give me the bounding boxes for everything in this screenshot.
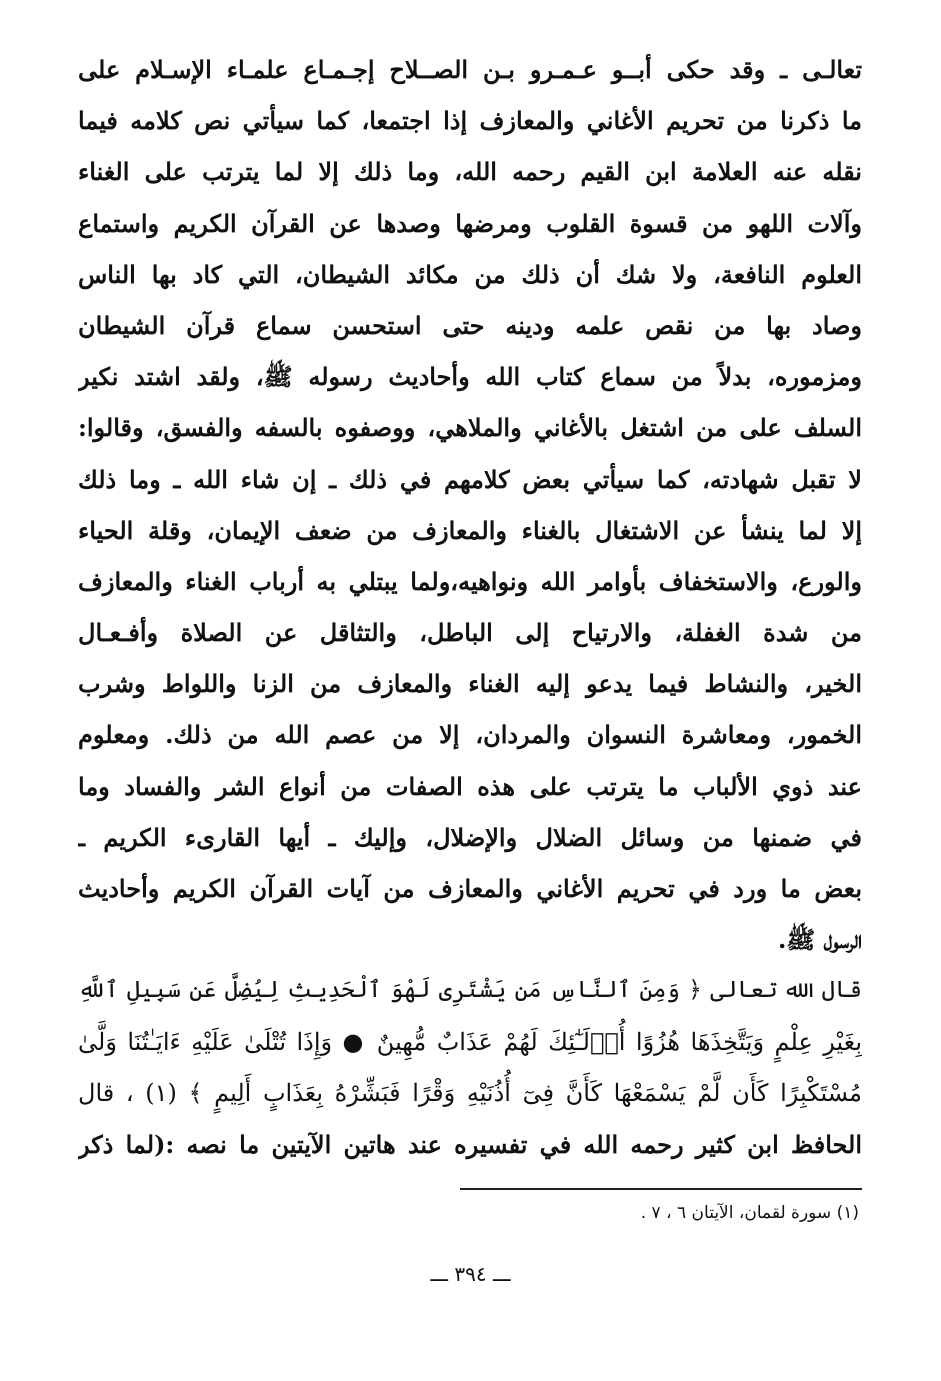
text-line-12: من شدة الغفلة، والارتياح إلى الباطل، والتثاقل عن الصلاة وأفـعـال	[78, 618, 862, 648]
text-line-13: الخير، والنشاط فيما يدعو إليه الغناء والمعازف من الزنا واللواط وشرب	[78, 669, 862, 699]
quran-verse-line-1: قال الله تعالى ﴿ وَمِنَ ٱلنَّاسِ مَن يَشْتَرِى لَهْوَ ٱلْحَدِيثِ لِيُضِلَّ عَن سَبِيلِ ٱللَّهِ	[78, 977, 862, 1004]
quran-verse-line-2: بِغَيْرِ عِلْمٍ وَيَتَّخِذَهَا هُزُوًا أُو۟لَـٰٓئِكَ لَهُمْ عَذَابٌ مُّهِينٌ ● وَإِذَا تُتْلَىٰ عَلَيْهِ ءَايَـٰتُنَا وَلَّىٰ	[78, 1027, 862, 1056]
page-number: ـــ ٣٩٤ ـــ	[430, 1262, 511, 1286]
text-line-18: الرسول ﷺ.	[777, 925, 862, 955]
text-line-8: السلف على من اشتغل بالأغاني والملاهي، ووصفوه بالسفه والفسق، وقالوا:	[78, 413, 862, 443]
text-line-5: العلوم النافعة، ولا شك أن ذلك من مكائد الشيطان، التي كاد بها الناس	[78, 259, 862, 289]
text-line-15: عند ذوي الألباب ما يترتب على هذه الصفات من أنواع الشر والفساد وما	[78, 771, 862, 801]
text-line-7: ومزموره، بدلاً من سماع كتاب الله وأحاديث رسوله ﷺ، ولقد اشتد نكير	[78, 362, 862, 392]
text-line-10: إلا لما ينشأ عن الاشتغال بالغناء والمعازف من ضعف الإيمان، وقلة الحياء	[78, 515, 862, 545]
text-line-6: وصاد بها من نقص علمه ودينه حتى استحسن سماع قرآن الشيطان	[78, 310, 862, 340]
footnote-divider	[460, 1188, 862, 1190]
text-line-1: تعالـى ـ وقد حكى أبــو عـمـرو بـن الصــلاح إجـمـاع علمـاء الإسـلام على	[78, 55, 862, 84]
text-line-4: وآلات اللهو من قسوة القلوب ومرضها وصدها عن القرآن الكريم واستماع	[78, 208, 862, 238]
main-text-block	[78, 44, 862, 1170]
text-line-22: الحافظ ابن كثير رحمه الله في تفسيره عند هاتين الآيتين ما نصه :(لما ذكر	[78, 1129, 862, 1159]
quran-verse-line-3: مُسْتَكْبِرًا كَأَن لَّمْ يَسْمَعْهَا كَأَنَّ فِىٓ أُذُنَيْهِ وَقْرًا فَبَشِّرْهُ بِعَذَابٍ أَلِيمٍ ﴾ (١) ، قال	[78, 1078, 862, 1107]
footnote: (١) سورة لقمان، الآيتان ٦ ، ٧ .	[640, 1203, 859, 1223]
text-line-16: في ضمنها من وسائل الضلال والإضلال، وإليك ـ أيها القارىء الكريم ـ	[78, 822, 862, 852]
text-line-9: لا تقبل شهادته، كما سيأتي بعض كلامهم في ذلك ـ إن شاء الله ـ وما ذلك	[78, 464, 862, 494]
text-line-3: نقله عنه العلامة ابن القيم رحمه الله، وما ذلك إلا لما يترتب على الغناء	[78, 157, 862, 187]
text-line-2: ما ذكرنا من تحريم الأغاني والمعازف إذا اجتمعا، كما سيأتي نص كلامه فيما	[78, 106, 862, 136]
text-line-17: بعض ما ورد في تحريم الأغاني والمعازف من آيات القرآن الكريم وأحاديث	[78, 874, 862, 903]
text-line-11: والورع، والاستخفاف بأوامر الله ونواهيه،ولما يبتلي به أرباب الغناء والمعازف	[78, 566, 862, 596]
text-line-14: الخمور، ومعاشرة النسوان والمردان، إلا من عصم الله من ذلك. ومعلوم	[78, 720, 862, 750]
